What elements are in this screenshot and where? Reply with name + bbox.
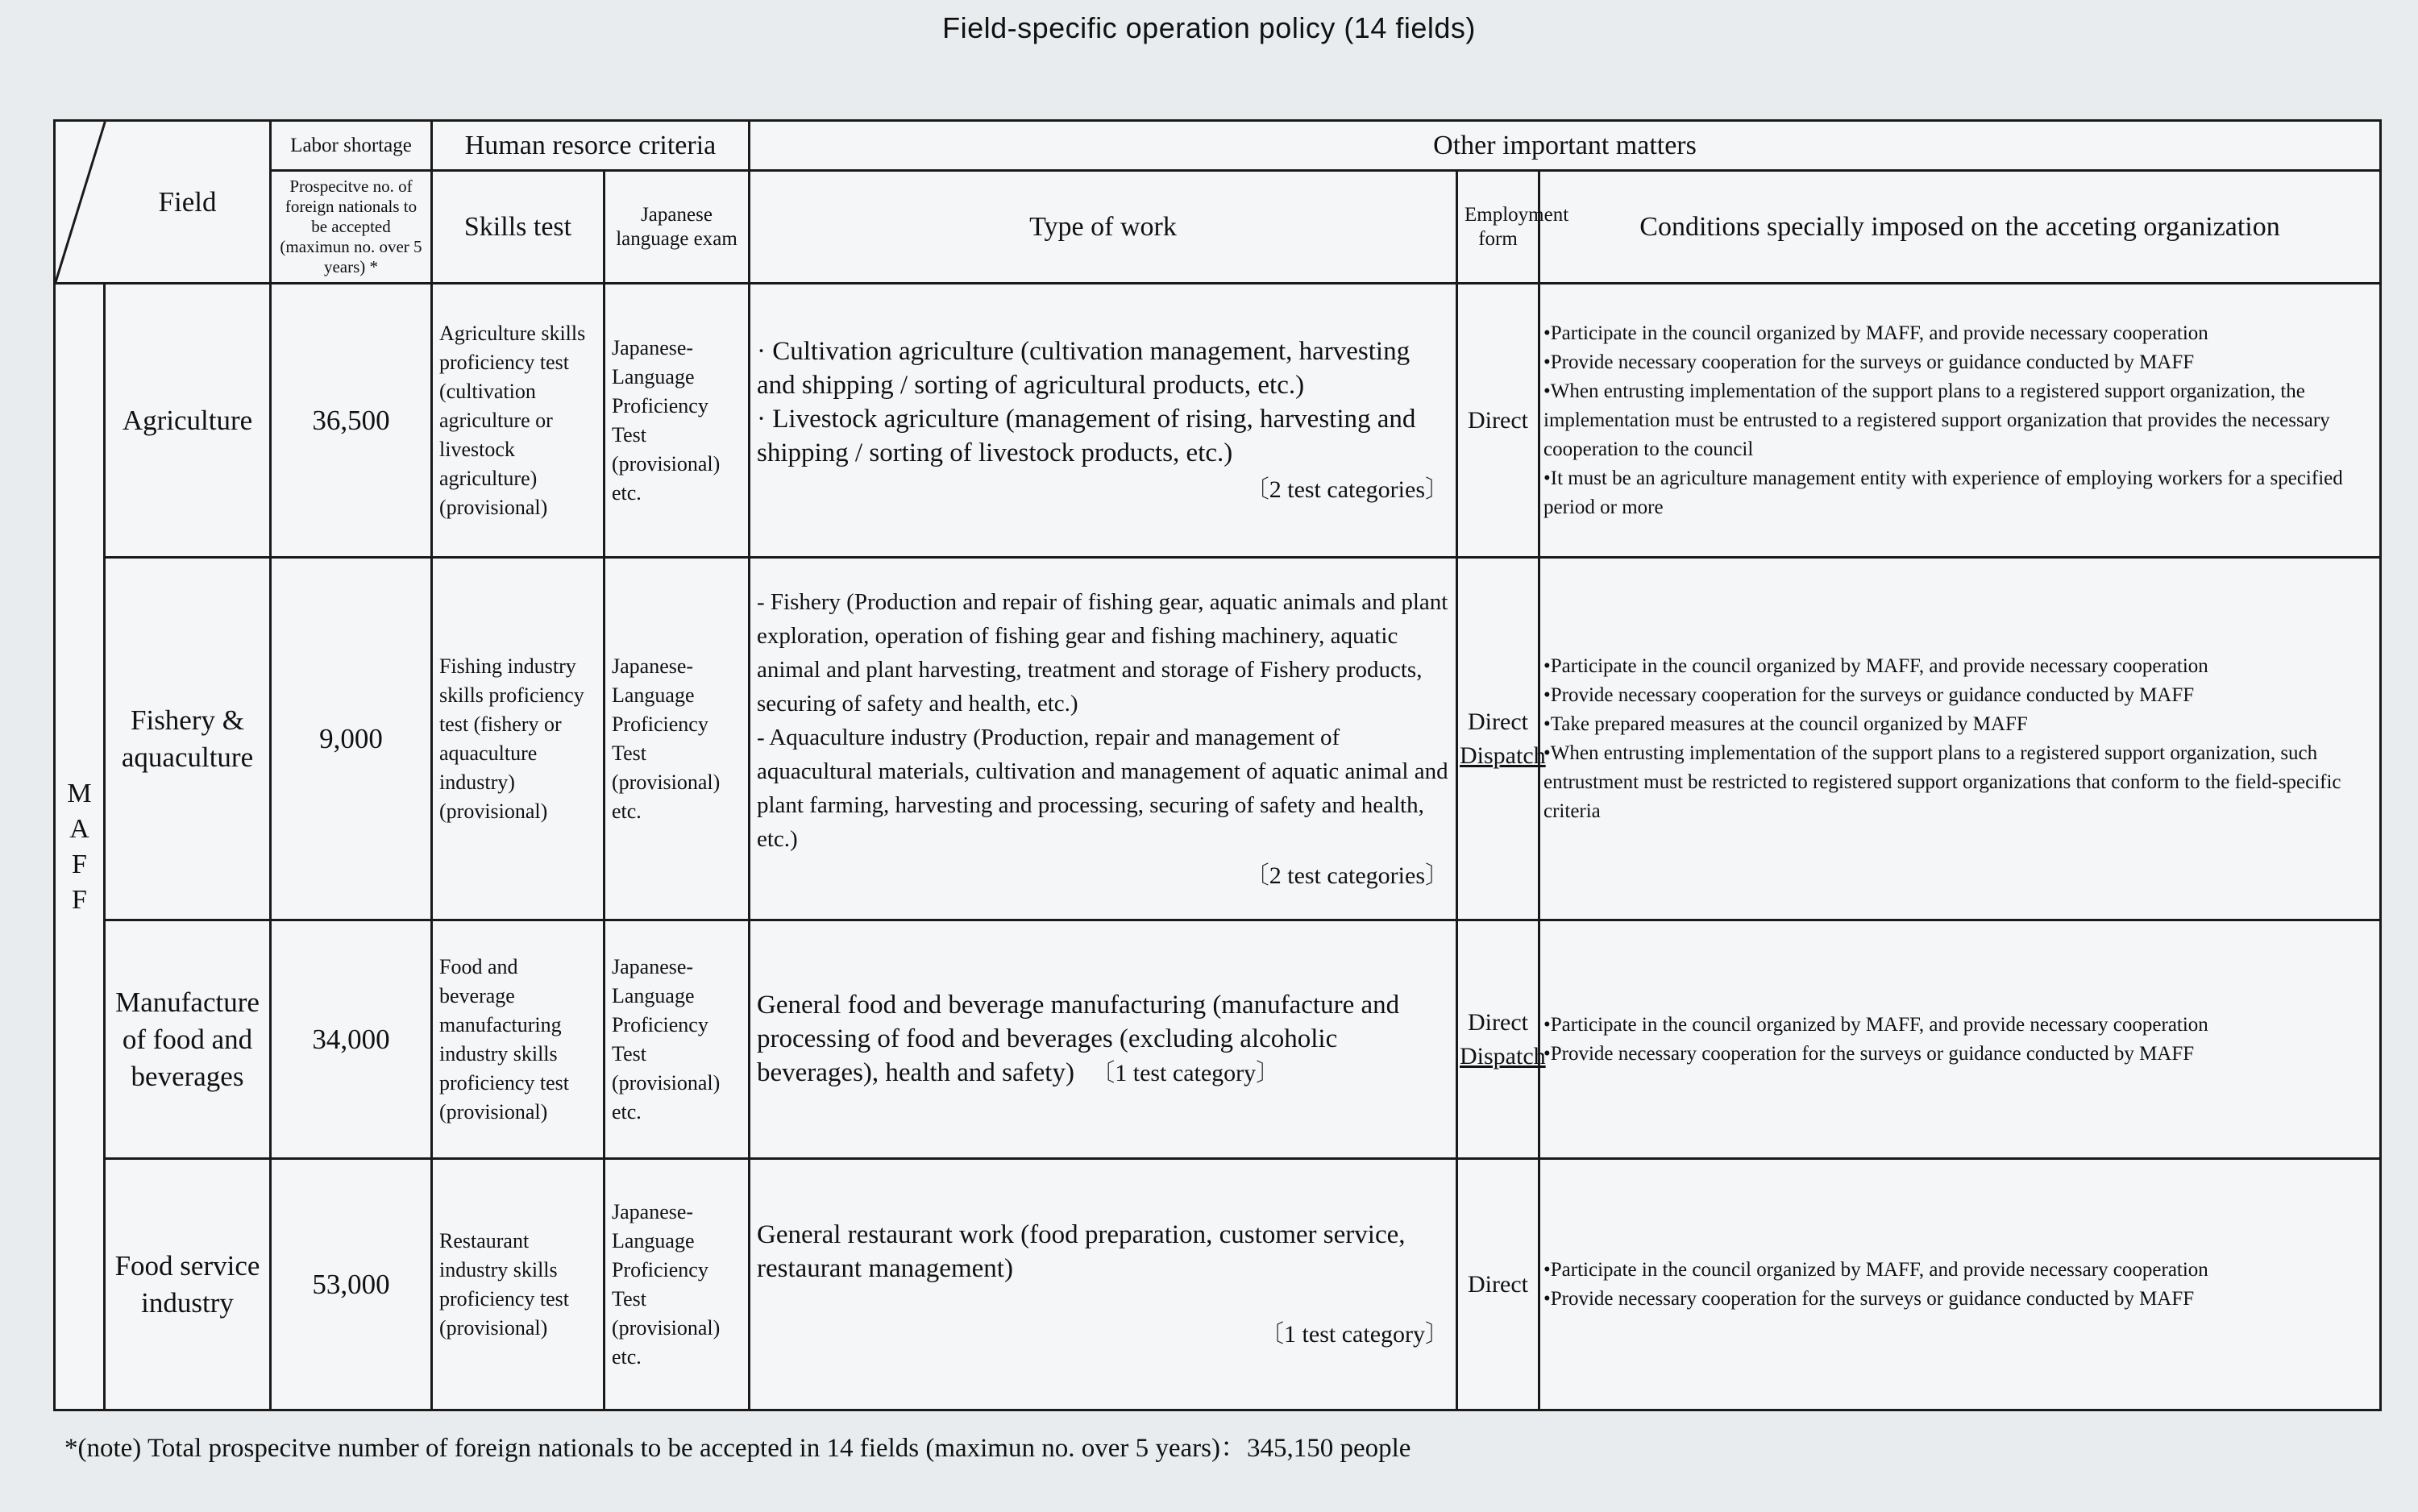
accepted-number: 9,000 bbox=[271, 558, 432, 920]
work-description: General food and beverage manufacturing (manufacture and processing of food and beverages (excluding alcoholic beverages), health and safety) bbox=[757, 991, 1400, 1087]
field-name: Manufacture of food and beverages bbox=[105, 920, 271, 1159]
table-row bbox=[55, 920, 2381, 1159]
skills-test-cell: Restaurant industry skills proficiency test (provisional) bbox=[432, 1159, 604, 1410]
language-exam-cell: Japanese-Language Proficiency Test (provisional) etc. bbox=[604, 920, 750, 1159]
test-category-label: 〔1 test category〕 bbox=[1091, 1060, 1281, 1086]
employment-form-dispatch: Dispatch bbox=[1460, 741, 1546, 769]
conditions-cell bbox=[1539, 1159, 2381, 1410]
other-matters-header: Other important matters bbox=[750, 121, 2381, 171]
accepted-number: 36,500 bbox=[271, 284, 432, 558]
accepted-number: 34,000 bbox=[271, 920, 432, 1159]
condition-item: •Provide necessary cooperation for the surveys or guidance conducted by MAFF bbox=[1543, 351, 2195, 373]
ministry-letter: F bbox=[72, 849, 87, 879]
condition-item: •Provide necessary cooperation for the surveys or guidance conducted by MAFF bbox=[1543, 683, 2195, 706]
ministry-letter: M bbox=[67, 778, 92, 808]
field-name: Fishery & aquaculture bbox=[105, 558, 271, 920]
ministry-cell bbox=[55, 284, 105, 1410]
skills-test-cell: Agriculture skills proficiency test (cultivation agriculture or livestock agriculture) (provisional) bbox=[432, 284, 604, 558]
conditions-cell bbox=[1539, 558, 2381, 920]
employment-form-cell bbox=[1457, 284, 1539, 558]
table-row bbox=[55, 284, 2381, 558]
condition-item: •When entrusting implementation of the support plans to a registered support organization, the implementation must be entrusted to a registered support organization that provides the necessary cooperation to the council bbox=[1543, 380, 2330, 460]
field-header: Field bbox=[158, 185, 217, 218]
language-exam-cell: Japanese-Language Proficiency Test (provisional) etc. bbox=[604, 1159, 750, 1410]
condition-item: •Participate in the council organized by MAFF, and provide necessary cooperation bbox=[1543, 654, 2208, 677]
employment-form-dispatch: Dispatch bbox=[1460, 1042, 1546, 1070]
type-of-work-cell bbox=[750, 284, 1457, 558]
condition-item: •Participate in the council organized by MAFF, and provide necessary cooperation bbox=[1543, 1013, 2208, 1036]
type-of-work-cell bbox=[750, 558, 1457, 920]
labor-shortage-header: Labor shortage bbox=[271, 121, 432, 171]
accepted-number: 53,000 bbox=[271, 1159, 432, 1410]
condition-item: •It must be an agriculture management entity with experience of employing workers for a specified period or more bbox=[1543, 467, 2343, 518]
work-description: · Cultivation agriculture (cultivation management, harvesting and shipping / sorting of agricultural products, etc.) · Livestock agriculture (management of rising, harvesting and shipping / sorting of livestock products, etc.) bbox=[757, 336, 1416, 467]
work-description: - Fishery (Production and repair of fishing gear, aquatic animals and plant exploration, operation of fishing gear and fishing machinery, aquatic animal and plant harvesting, treatment and storage of Fishery products, securing of safety and health, etc.) - Aquaculture industry (Production, repair and management of aquacultural materials, cultivation and management of aquatic animal and plant farming, harvesting and processing, securing of safety and health, etc.) bbox=[757, 588, 1448, 852]
human-resource-header: Human resorce criteria bbox=[432, 121, 750, 171]
skills-test-header: Skills test bbox=[432, 171, 604, 284]
ministry-letter: F bbox=[72, 884, 87, 915]
conditions-header: Conditions specially imposed on the acceting organization bbox=[1539, 171, 2381, 284]
condition-item: •Participate in the council organized by MAFF, and provide necessary cooperation bbox=[1543, 1258, 2208, 1281]
employment-form-header: Employment form bbox=[1457, 171, 1539, 284]
type-of-work-cell bbox=[750, 920, 1457, 1159]
table-row bbox=[55, 558, 2381, 920]
employment-form-direct: Direct bbox=[1468, 1008, 1528, 1036]
labor-shortage-subheader: Prospecitve no. of foreign nationals to be accepted (maximun no. over 5 years) * bbox=[271, 171, 432, 284]
japanese-exam-header: Japanese language exam bbox=[604, 171, 750, 284]
employment-form-direct: Direct bbox=[1468, 1270, 1528, 1298]
condition-item: •When entrusting implementation of the support plans to a registered support organization, such entrustment must be restricted to registered support organizations that conform to the field-specific criteria bbox=[1543, 741, 2341, 822]
condition-item: •Provide necessary cooperation for the surveys or guidance conducted by MAFF bbox=[1543, 1042, 2195, 1065]
employment-form-cell bbox=[1457, 920, 1546, 1159]
test-category-label: 〔2 test categories〕 bbox=[1244, 862, 1449, 889]
skills-test-cell: Fishing industry skills proficiency test (fishery or aquaculture industry) (provisional) bbox=[432, 558, 604, 920]
field-header-cell bbox=[55, 121, 271, 284]
conditions-cell bbox=[1539, 920, 2381, 1159]
skills-test-cell: Food and beverage manufacturing industry skills proficiency test (provisional) bbox=[432, 920, 604, 1159]
condition-item: •Take prepared measures at the council organized by MAFF bbox=[1543, 712, 2028, 735]
test-category-label: 〔2 test categories〕 bbox=[1244, 476, 1449, 503]
language-exam-cell: Japanese-Language Proficiency Test (provisional) etc. bbox=[604, 558, 750, 920]
employment-form-direct: Direct bbox=[1468, 708, 1528, 735]
language-exam-cell: Japanese-Language Proficiency Test (provisional) etc. bbox=[604, 284, 750, 558]
test-category-label: 〔1 test category〕 bbox=[1260, 1320, 1449, 1348]
page-title: Field-specific operation policy (14 fields) bbox=[942, 11, 1476, 44]
employment-form-cell bbox=[1457, 558, 1546, 920]
type-of-work-header: Type of work bbox=[750, 171, 1457, 284]
type-of-work-cell bbox=[750, 1159, 1457, 1410]
policy-table bbox=[53, 119, 2382, 1411]
employment-form-cell bbox=[1457, 1159, 1539, 1410]
field-name: Agriculture bbox=[105, 284, 271, 558]
field-name: Food service industry bbox=[105, 1159, 271, 1410]
work-description: General restaurant work (food preparation, customer service, restaurant management) bbox=[757, 1219, 1406, 1283]
employment-form-direct: Direct bbox=[1468, 406, 1528, 434]
table-row bbox=[55, 1159, 2381, 1410]
ministry-letter: A bbox=[69, 813, 89, 844]
footnote: *(note) Total prospecitve number of foreign nationals to be accepted in 14 fields (maximun no. over 5 years)：345,150 people bbox=[64, 1434, 1411, 1463]
condition-item: •Participate in the council organized by MAFF, and provide necessary cooperation bbox=[1543, 322, 2208, 344]
conditions-cell bbox=[1539, 284, 2381, 558]
condition-item: •Provide necessary cooperation for the surveys or guidance conducted by MAFF bbox=[1543, 1287, 2195, 1310]
